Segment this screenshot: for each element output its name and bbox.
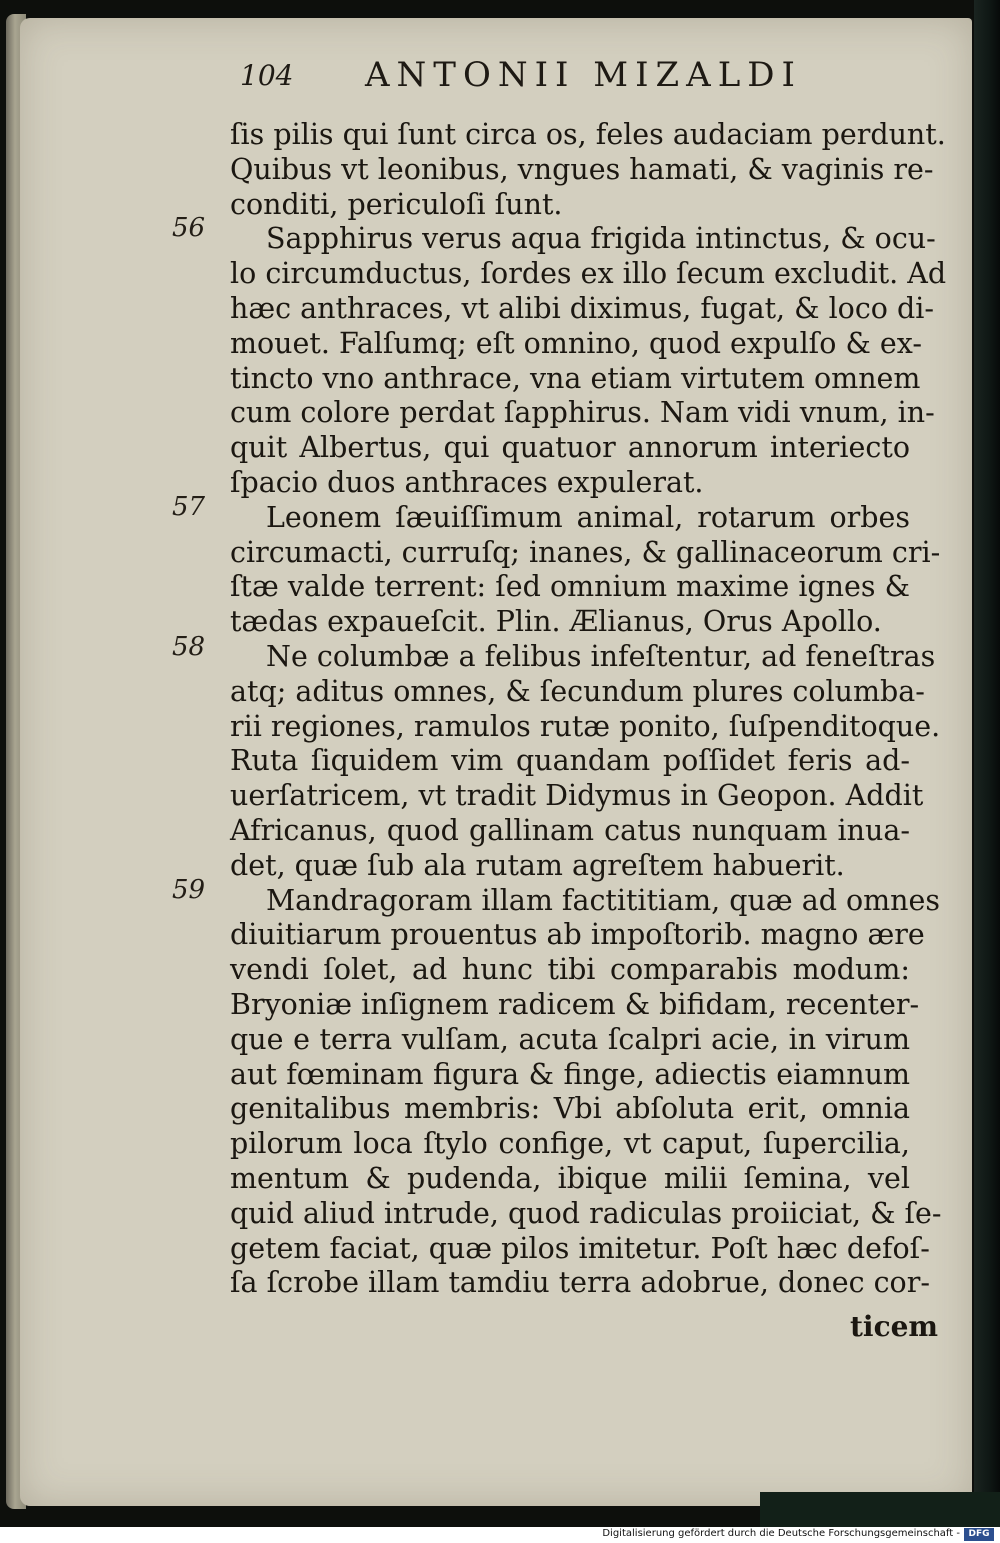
text-line: ſis pilis qui ſunt circa os, feles audaciam perdunt. [230, 118, 946, 151]
running-title: ANTONII MIZALDI [365, 55, 802, 95]
dfg-logo-icon: DFG [964, 1528, 994, 1541]
text-line: ſtæ valde terrent: ſed omnium maxime ignes & [230, 570, 910, 604]
text-line: cum colore perdat ſapphirus. Nam vidi vnum, in- [230, 396, 935, 430]
text-line: Africanus, quod gallinam catus nunquam inua- [230, 813, 910, 847]
text-line: aut fœminam figura & finge, adiectis eiamnum [230, 1057, 910, 1091]
margin-number: 59 [172, 875, 206, 905]
margin-number: 57 [172, 492, 206, 522]
text-line: quit Albertus, qui quatuor annorum interiecto [230, 431, 910, 465]
text-line: ſa ſcrobe illam tamdiu terra adobrue, donec cor- [230, 1266, 930, 1300]
text-line: quid aliud intrude, quod radiculas proiiciat, & ſe- [230, 1196, 942, 1230]
text-line: det, quæ ſub ala rutam agreſtem habuerit. [230, 848, 845, 882]
binding-corner [760, 1492, 1000, 1527]
body-text [230, 118, 947, 1301]
text-line: Quibus vt leonibus, vngues hamati, & vaginis re- [230, 152, 934, 186]
text-line: mentum & pudenda, ibique milii ſemina, vel [230, 1161, 910, 1195]
text-line: que e terra vulſam, acuta ſcalpri acie, in virum [230, 1022, 910, 1056]
text-line: tædas expaueſcit. Plin. Ælianus, Orus Apollo. [230, 605, 882, 639]
text-line: getem faciat, quæ pilos imitetur. Poſt hæc defoſ- [230, 1231, 930, 1265]
book-binding [974, 0, 1000, 1527]
text-line: vendi ſolet, ad hunc tibi comparabis modum: [230, 953, 910, 987]
text-line: Ne columbæ a felibus infeſtentur, ad feneſtras [266, 639, 936, 673]
text-line: hæc anthraces, vt alibi diximus, fugat, & loco di- [230, 291, 935, 325]
text-line: ſpacio duos anthraces expulerat. [230, 465, 704, 499]
margin-number: 58 [172, 632, 206, 662]
text-line: conditi, periculoſi ſunt. [230, 187, 563, 221]
text-line: Mandragoram illam factititiam, quæ ad omnes [266, 883, 941, 917]
text-line: rii regiones, ramulos rutæ ponito, ſuſpenditoque. [230, 709, 941, 743]
text-line: circumacti, curruſq; inanes, & gallinaceorum cri- [230, 535, 941, 569]
text-line: tincto vno anthrace, vna etiam virtutem omnem [230, 361, 921, 395]
text-line: Ruta ſiquidem vim quandam poſſidet feris ad- [230, 744, 910, 778]
text-line: lo circumductus, ſordes ex illo ſecum excludit. Ad [230, 257, 947, 291]
text-line: pilorum loca ſtylo confige, vt caput, ſupercilia, [230, 1127, 910, 1161]
page-number: 104 [240, 59, 294, 92]
text-line: genitalibus membris: Vbi abſoluta erit, omnia [230, 1092, 910, 1126]
margin-number: 56 [172, 213, 206, 243]
text-line: diuitiarum prouentus ab impoſtorib. magno ære [230, 918, 925, 952]
catchword: ticem [850, 1310, 939, 1343]
text-line: uerſatricem, vt tradit Didymus in Geopon. Addit [230, 779, 924, 813]
digitization-credit: Digitalisierung gefördert durch die Deutsche Forschungsgemeinschaft - [602, 1528, 960, 1539]
text-line: atq; aditus omnes, & ſecundum plures columba- [230, 674, 925, 708]
text-line: mouet. Falſumq; eſt omnino, quod expulſo & ex- [230, 326, 922, 360]
text-line: Bryoniæ inſignem radicem & bifidam, recenter- [230, 987, 920, 1021]
text-line: Sapphirus verus aqua frigida intinctus, & ocu- [266, 222, 936, 256]
running-head [240, 55, 940, 105]
text-line: Leonem ſæuiſſimum animal, rotarum orbes [266, 500, 910, 534]
